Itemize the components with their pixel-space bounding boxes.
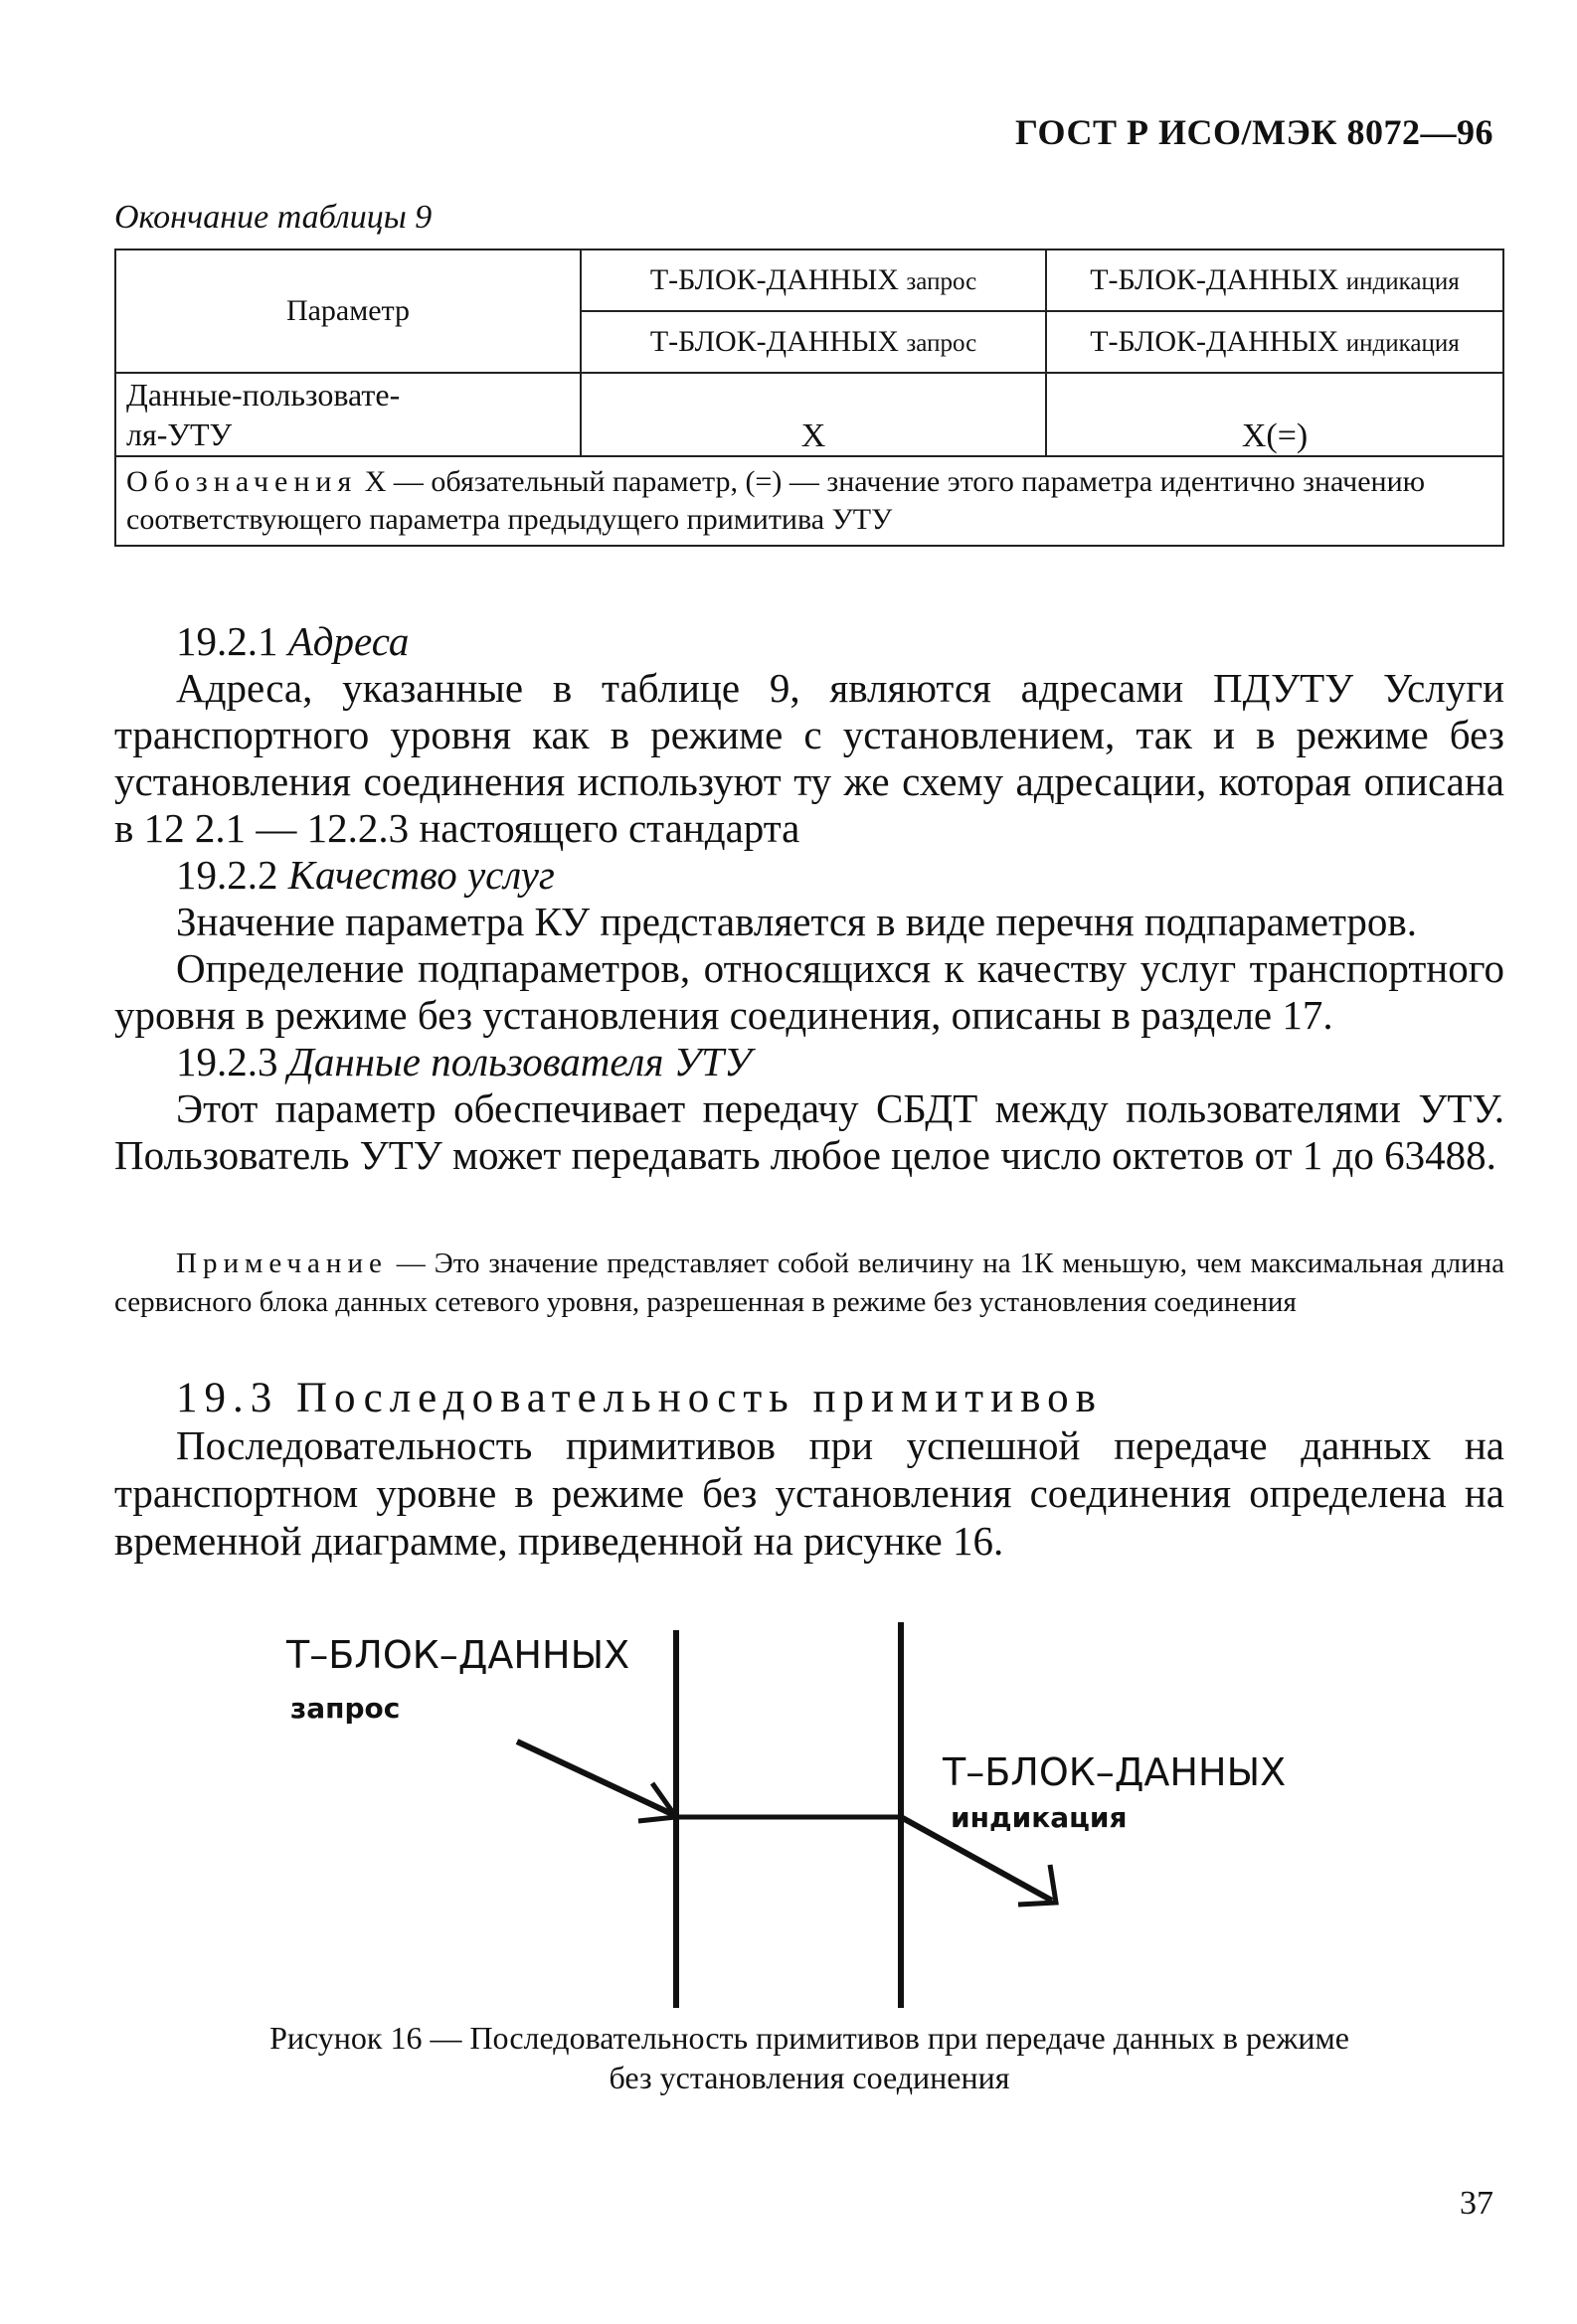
param-header: Параметр: [285, 294, 411, 327]
section-title: Данные пользователя УТУ: [287, 1039, 752, 1084]
table-note-text: X — обязательный параметр, (=) — значение этого параметра идентично значению соответствующего параметра предыдущего примитива УТУ: [126, 465, 1426, 536]
ind-value: X(=): [1241, 417, 1309, 454]
section-paragraph: Этот параметр обеспечивает передачу СБДТ между пользователями УТУ. Пользователь УТУ может передавать любое целое число октетов от 1 до 63488.: [114, 1085, 1504, 1178]
section-number: 19.2.1: [176, 618, 278, 664]
figure-caption-line2: без установления соединения: [609, 2060, 1010, 2095]
section-heading-user-data: [114, 1039, 1504, 1085]
req-primitive-name: Т-БЛОК-ДАННЫХ: [649, 325, 899, 358]
req-header-cell-1: [581, 249, 1046, 311]
user-data-label-line1: Данные-пользовате-: [126, 377, 401, 413]
section-number: 19.2.2: [176, 852, 278, 898]
table-note-label: Обозначения: [126, 465, 358, 498]
section-heading-sequence: [176, 1374, 1103, 1422]
page-number: 37: [1460, 2185, 1493, 2222]
ind-primitive-name: Т-БЛОК-ДАННЫХ: [1090, 325, 1339, 358]
ind-header-cell-1: [1046, 249, 1503, 311]
user-data-label-line2: ля-УТУ: [126, 416, 233, 452]
ind-primitive-sub: индикация: [1345, 330, 1460, 357]
ind-primitive-name: Т-БЛОК-ДАННЫХ: [1090, 263, 1339, 296]
request-arrow: [517, 1742, 674, 1815]
ind-primitive-sub: индикация: [1345, 268, 1460, 295]
note-block: [114, 1245, 1504, 1322]
req-primitive-sub: запрос: [906, 330, 977, 357]
section-paragraph: Последовательность примитивов при успешной передаче данных на транспортном уровне в режиме без установления соединения определена на временной диаграмме, приведенной на рисунке 16.: [114, 1422, 1504, 1564]
req-primitive-name: Т-БЛОК-ДАННЫХ: [649, 263, 899, 296]
standard-header: ГОСТ Р ИСО/МЭК 8072—96: [1015, 112, 1493, 152]
section-title: Качество услуг: [287, 852, 555, 898]
indication-primitive-label: Т–БЛОК–ДАННЫХ: [943, 1750, 1287, 1794]
note-label: Примечание: [176, 1247, 388, 1279]
section-body: [114, 618, 1504, 1179]
req-value-cell: [581, 373, 1046, 456]
section-number: 19.2.3: [176, 1039, 278, 1084]
table-caption: Окончание таблицы 9: [114, 199, 433, 236]
req-value: X: [800, 417, 826, 454]
figure-caption-line1: Рисунок 16 — Последовательность примитивов при передаче данных в режиме: [269, 2020, 1349, 2056]
req-header-cell-2: [581, 311, 1046, 373]
section-heading-qos: [114, 852, 1504, 899]
request-primitive-label: Т–БЛОК–ДАННЫХ: [286, 1633, 630, 1677]
indication-primitive-sublabel: индикация: [951, 1801, 1128, 1834]
note-text: — Это значение представляет собой величину на 1К меньшую, чем максимальная длина сервисного блока данных сетевого уровня, разрешенная в режиме без установления соединения: [114, 1247, 1504, 1318]
req-primitive-sub: запрос: [906, 268, 977, 295]
ind-value-cell: [1046, 373, 1503, 456]
request-primitive-sublabel: запрос: [290, 1692, 401, 1725]
section-paragraph: Значение параметра КУ представляется в виде перечня подпараметров.: [176, 899, 1417, 944]
section-title: Последовательность примитивов: [296, 1375, 1103, 1421]
param-header-cell: [115, 249, 581, 373]
section-paragraph: Адреса, указанные в таблице 9, являются адресами ПДУТУ Услуги транспортного уровня как в режиме с установлением, так и в режиме без установления соединения используют ту же схему адресации, которая описана в 12 2.1 — 12.2.3 настоящего стандарта: [114, 665, 1504, 851]
parameters-table: [114, 249, 1504, 547]
table-note-cell: [115, 456, 1503, 546]
user-data-label-cell: [115, 373, 581, 456]
figure-caption: [114, 2018, 1504, 2097]
section-paragraph: Определение подпараметров, относящихся к качеству услуг транспортного уровня в режиме без установления соединения, описаны в разделе 17.: [114, 945, 1504, 1038]
section-paragraph-sequence: [114, 1421, 1504, 1565]
section-heading-addresses: [114, 618, 1504, 665]
section-number: 19.3: [176, 1375, 279, 1421]
time-sequence-diagram: [0, 1590, 1577, 2008]
ind-header-cell-2: [1046, 311, 1503, 373]
section-title: Адреса: [287, 618, 410, 664]
